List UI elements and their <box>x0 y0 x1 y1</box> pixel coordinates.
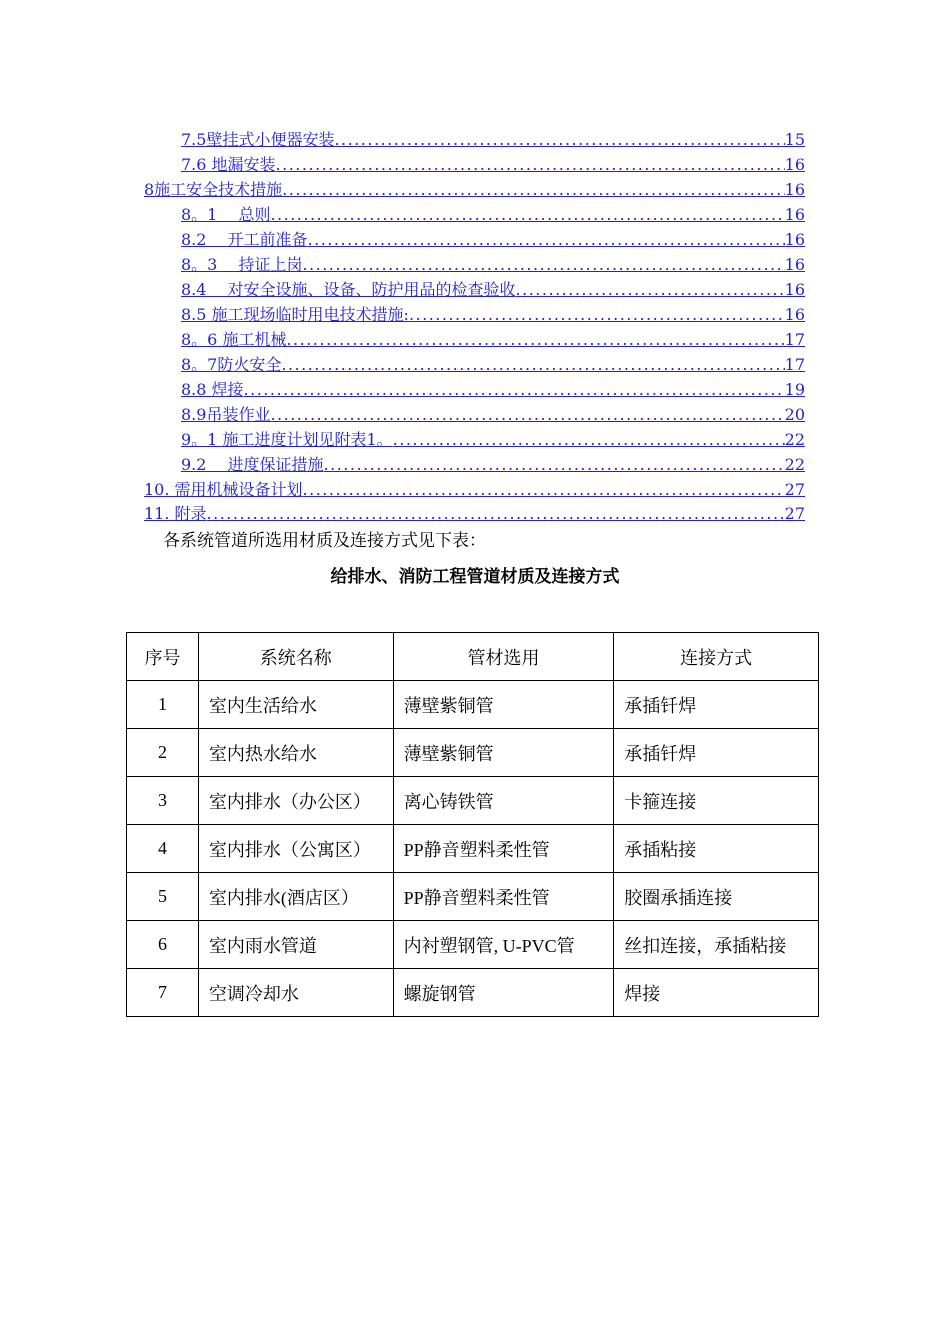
toc-leader-dots <box>303 480 785 499</box>
table-cell: 卡箍连接 <box>614 777 819 825</box>
table-row <box>127 825 819 873</box>
toc-leader-dots <box>270 205 784 224</box>
toc-entry[interactable] <box>181 427 805 449</box>
toc-entry-title: 8.9吊装作业 <box>181 405 271 424</box>
toc-entry[interactable] <box>181 127 805 149</box>
table-cell: 室内排水(酒店区） <box>198 873 393 921</box>
toc-entry-page: 22 <box>784 455 805 474</box>
table-cell: PP静音塑料柔性管 <box>393 825 614 873</box>
toc-entry-title: 8.2 开工前准备 <box>181 230 308 249</box>
toc-leader-dots <box>334 130 784 149</box>
toc-entry[interactable] <box>181 152 805 174</box>
table-row <box>127 873 819 921</box>
toc-leader-dots <box>409 305 785 324</box>
table-cell: 承插粘接 <box>614 825 819 873</box>
toc-entry-title: 8.4 对安全设施、设备、防护用品的检查验收 <box>181 280 516 299</box>
toc-entry-page: 16 <box>784 280 805 299</box>
toc-leader-dots <box>308 230 785 249</box>
toc-leader-dots <box>286 330 784 349</box>
toc-leader-dots <box>244 380 785 399</box>
toc-entry-page: 22 <box>784 430 805 449</box>
table-header-row <box>127 633 819 681</box>
toc-entry[interactable] <box>144 501 805 523</box>
table-cell: 承插钎焊 <box>614 681 819 729</box>
toc-leader-dots <box>207 504 785 523</box>
table-cell: 1 <box>127 681 199 729</box>
toc-entry-title: 8。7防火安全 <box>181 355 282 374</box>
toc-entry-title: 8。1 总则 <box>181 205 271 224</box>
toc-entry[interactable] <box>181 452 805 474</box>
table-cell: 空调冷却水 <box>198 969 393 1017</box>
table-row <box>127 921 819 969</box>
toc-entry-title: 9。1 施工进度计划见附表1。 <box>181 430 393 449</box>
toc-leader-dots <box>393 430 785 449</box>
materials-table <box>126 632 819 1017</box>
table-cell: 室内生活给水 <box>198 681 393 729</box>
toc-leader-dots <box>281 355 784 374</box>
table-cell: 2 <box>127 729 199 777</box>
toc-leader-dots <box>270 405 784 424</box>
toc-entry-page: 16 <box>784 305 805 324</box>
toc-entry-page: 17 <box>784 355 805 374</box>
toc-entry-page: 19 <box>784 380 805 399</box>
toc-entry[interactable] <box>144 177 805 199</box>
toc-entry-page: 16 <box>784 155 805 174</box>
header-cell: 管材选用 <box>393 633 614 681</box>
table-cell: 6 <box>127 921 199 969</box>
toc-leader-dots <box>302 255 784 274</box>
toc-entry-page: 27 <box>784 504 805 523</box>
toc-entry[interactable] <box>181 202 805 224</box>
toc-entry-title: 9.2 进度保证措施 <box>181 455 324 474</box>
table-cell: 5 <box>127 873 199 921</box>
toc-entry-title: 11. 附录 <box>144 504 207 523</box>
table-cell: PP静音塑料柔性管 <box>393 873 614 921</box>
table-cell: 薄壁紫铜管 <box>393 681 614 729</box>
table-cell: 4 <box>127 825 199 873</box>
toc-entry-page: 16 <box>784 205 805 224</box>
table-cell: 室内排水（办公区） <box>198 777 393 825</box>
toc-entry-page: 20 <box>784 405 805 424</box>
toc-entry-page: 27 <box>784 480 805 499</box>
table-cell: 薄壁紫铜管 <box>393 729 614 777</box>
toc-entry[interactable] <box>181 327 805 349</box>
table-cell: 室内热水给水 <box>198 729 393 777</box>
table-cell: 内衬塑钢管, U-PVC管 <box>393 921 614 969</box>
toc-leader-dots <box>516 280 785 299</box>
table-row <box>127 729 819 777</box>
toc-entry-title: 10. 需用机械设备计划 <box>144 480 303 499</box>
table-cell: 3 <box>127 777 199 825</box>
table-cell: 7 <box>127 969 199 1017</box>
toc-entry[interactable] <box>181 252 805 274</box>
table-cell: 丝扣连接，承插粘接 <box>614 921 819 969</box>
table-cell: 室内雨水管道 <box>198 921 393 969</box>
toc-entry[interactable] <box>181 402 805 424</box>
table-row <box>127 777 819 825</box>
header-cell: 系统名称 <box>198 633 393 681</box>
toc-entry-title: 8。3 持证上岗 <box>181 255 303 274</box>
table-row <box>127 681 819 729</box>
header-cell: 连接方式 <box>614 633 819 681</box>
table-cell: 承插钎焊 <box>614 729 819 777</box>
table-cell: 胶圈承插连接 <box>614 873 819 921</box>
toc-entry-page: 15 <box>784 130 805 149</box>
toc-entry-page: 17 <box>784 330 805 349</box>
toc-leader-dots <box>324 455 785 474</box>
header-cell: 序号 <box>127 633 199 681</box>
intro-paragraph: 各系统管道所选用材质及连接方式见下表： <box>163 531 486 551</box>
table-cell: 螺旋钢管 <box>393 969 614 1017</box>
toc-entry[interactable] <box>181 377 805 399</box>
table-title: 给排水、消防工程管道材质及连接方式 <box>330 567 620 587</box>
toc-entry-page: 16 <box>784 180 805 199</box>
table-cell: 离心铸铁管 <box>393 777 614 825</box>
toc-leader-dots <box>276 155 785 174</box>
toc-entry[interactable] <box>181 227 805 249</box>
toc-entry-title: 8。6 施工机械 <box>181 330 287 349</box>
toc-leader-dots <box>282 180 784 199</box>
toc-entry-page: 16 <box>784 255 805 274</box>
toc-entry[interactable] <box>181 277 805 299</box>
toc-entry[interactable] <box>144 477 805 499</box>
toc-entry[interactable] <box>181 302 805 324</box>
toc-entry-title: 7.6 地漏安装 <box>181 155 276 174</box>
table-cell: 室内排水（公寓区） <box>198 825 393 873</box>
table-cell: 焊接 <box>614 969 819 1017</box>
toc-entry-title: 8.8 焊接 <box>181 380 244 399</box>
table-row <box>127 969 819 1017</box>
toc-entry-title: 8.5 施工现场临时用电技术措施: <box>181 305 409 324</box>
toc-entry[interactable] <box>181 352 805 374</box>
toc-entry-page: 16 <box>784 230 805 249</box>
toc-entry-title: 8施工安全技术措施 <box>144 180 283 199</box>
toc-entry-title: 7.5壁挂式小便器安装 <box>181 130 335 149</box>
